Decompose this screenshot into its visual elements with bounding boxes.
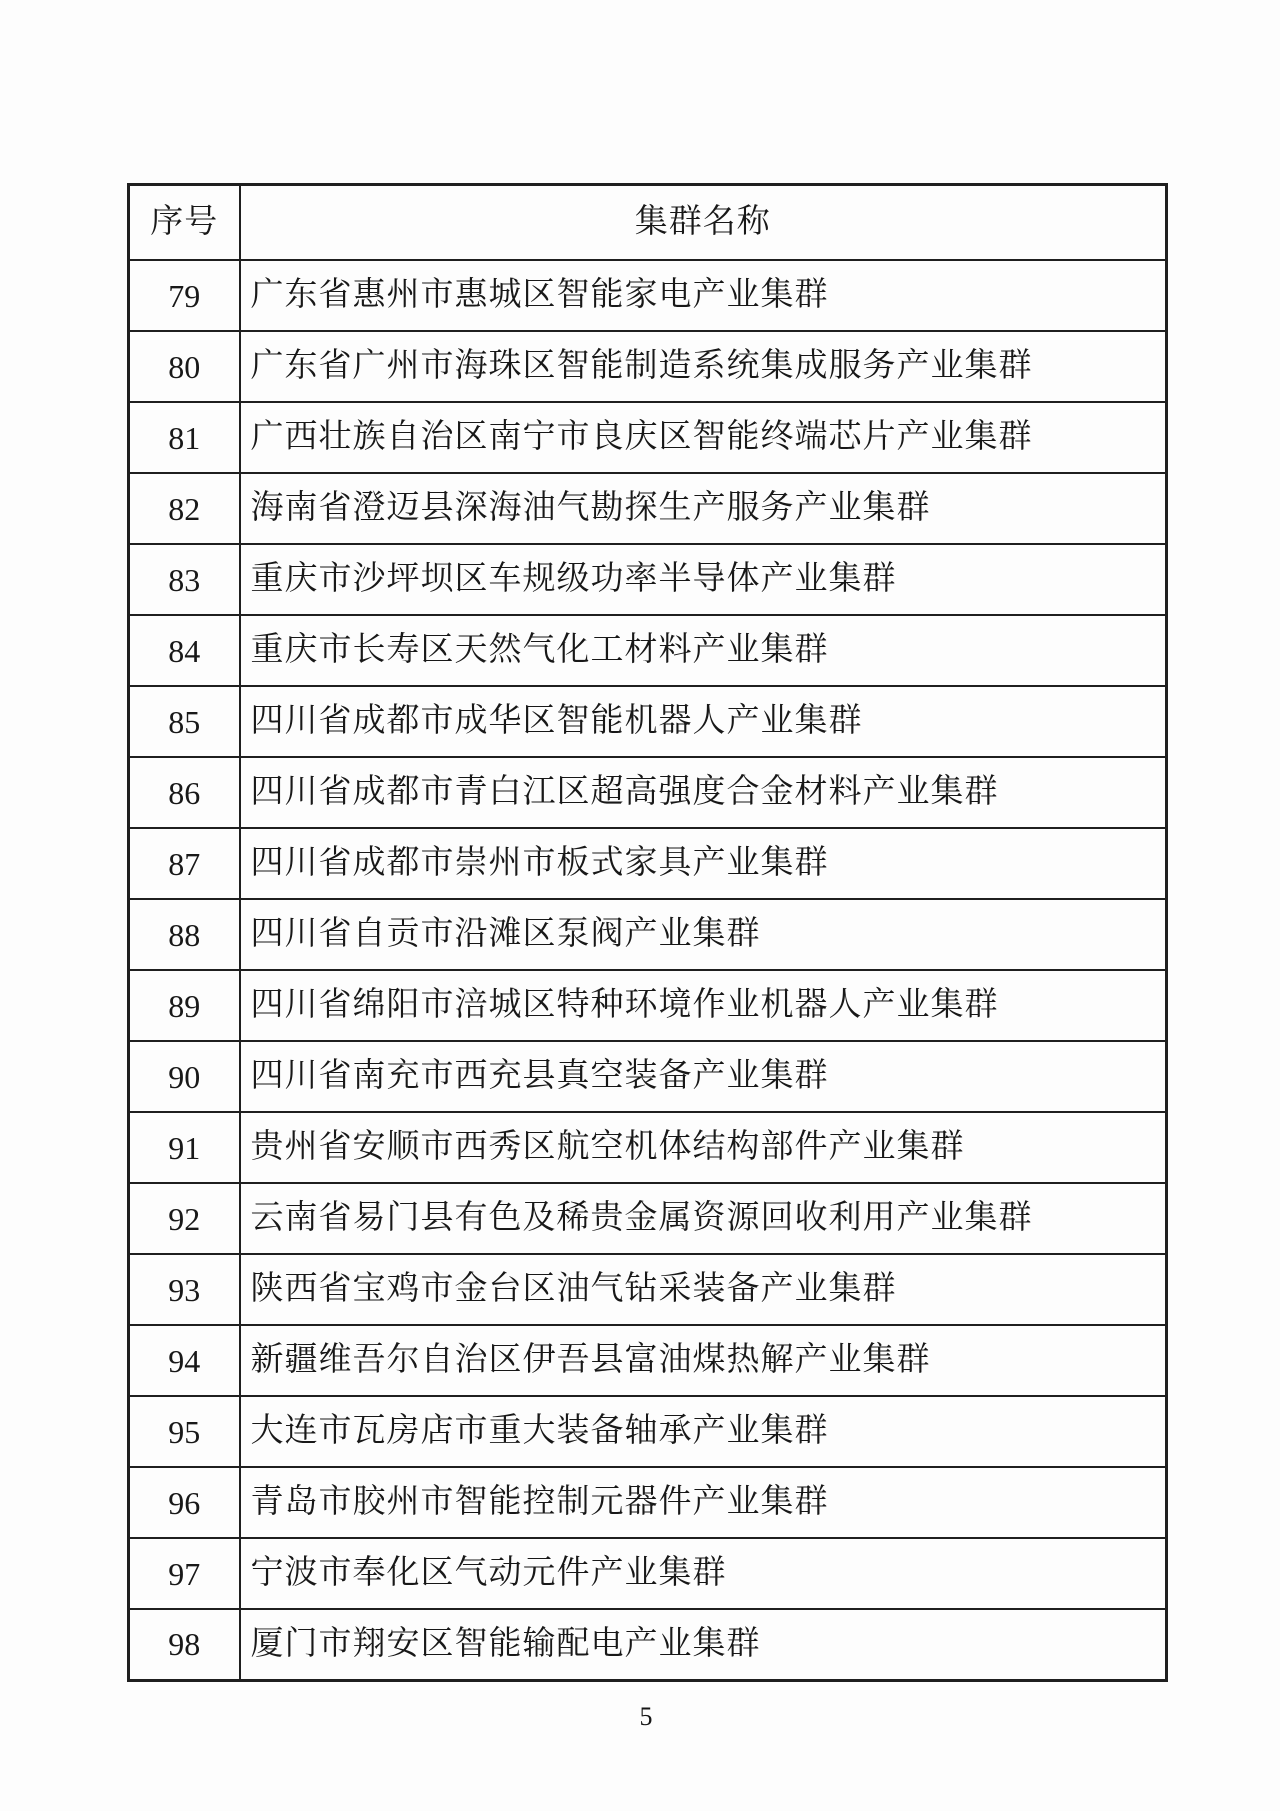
row-index-cell: 92: [129, 1183, 240, 1254]
table-row: [129, 331, 1167, 402]
table-row: [129, 402, 1167, 473]
row-index-cell: 94: [129, 1325, 240, 1396]
table-row: [129, 1396, 1167, 1467]
row-name-cell: 陕西省宝鸡市金台区油气钻采装备产业集群: [240, 1254, 1167, 1325]
table-row: [129, 1183, 1167, 1254]
row-name-cell: 广东省惠州市惠城区智能家电产业集群: [240, 260, 1167, 331]
row-index-cell: 98: [129, 1609, 240, 1680]
row-name-cell: 重庆市沙坪坝区车规级功率半导体产业集群: [240, 544, 1167, 615]
row-index-cell: 82: [129, 473, 240, 544]
row-index-cell: 79: [129, 260, 240, 331]
table-row: [129, 615, 1167, 686]
row-name-cell: 广东省广州市海珠区智能制造系统集成服务产业集群: [240, 331, 1167, 402]
page-number: 5: [639, 1702, 653, 1731]
row-index-cell: 80: [129, 331, 240, 402]
table-row: [129, 757, 1167, 828]
table-row: [129, 970, 1167, 1041]
table-row: [129, 1609, 1167, 1680]
row-index-cell: 87: [129, 828, 240, 899]
row-name-cell: 海南省澄迈县深海油气勘探生产服务产业集群: [240, 473, 1167, 544]
table-row: [129, 1538, 1167, 1609]
row-index-cell: 90: [129, 1041, 240, 1112]
row-name-cell: 四川省成都市成华区智能机器人产业集群: [240, 686, 1167, 757]
table-row: [129, 1325, 1167, 1396]
row-name-cell: 四川省成都市青白江区超高强度合金材料产业集群: [240, 757, 1167, 828]
row-name-cell: 四川省绵阳市涪城区特种环境作业机器人产业集群: [240, 970, 1167, 1041]
row-name-cell: 四川省南充市西充县真空装备产业集群: [240, 1041, 1167, 1112]
table-body: [129, 260, 1167, 1680]
row-name-cell: 重庆市长寿区天然气化工材料产业集群: [240, 615, 1167, 686]
table-header-row: [129, 185, 1167, 261]
row-name-cell: 青岛市胶州市智能控制元器件产业集群: [240, 1467, 1167, 1538]
row-index-cell: 96: [129, 1467, 240, 1538]
row-name-cell: 四川省自贡市沿滩区泵阀产业集群: [240, 899, 1167, 970]
row-name-cell: 厦门市翔安区智能输配电产业集群: [240, 1609, 1167, 1680]
row-name-cell: 四川省成都市崇州市板式家具产业集群: [240, 828, 1167, 899]
table-row: [129, 1112, 1167, 1183]
cluster-table: [127, 183, 1168, 1682]
row-index-cell: 83: [129, 544, 240, 615]
row-name-cell: 云南省易门县有色及稀贵金属资源回收利用产业集群: [240, 1183, 1167, 1254]
row-name-cell: 宁波市奉化区气动元件产业集群: [240, 1538, 1167, 1609]
row-index-cell: 95: [129, 1396, 240, 1467]
table-row: [129, 899, 1167, 970]
row-index-cell: 91: [129, 1112, 240, 1183]
row-name-cell: 广西壮族自治区南宁市良庆区智能终端芯片产业集群: [240, 402, 1167, 473]
row-index-cell: 89: [129, 970, 240, 1041]
header-index: 序号: [129, 185, 240, 261]
table-row: [129, 544, 1167, 615]
row-name-cell: 贵州省安顺市西秀区航空机体结构部件产业集群: [240, 1112, 1167, 1183]
table-row: [129, 828, 1167, 899]
row-index-cell: 84: [129, 615, 240, 686]
row-index-cell: 93: [129, 1254, 240, 1325]
table-row: [129, 260, 1167, 331]
table-row: [129, 1467, 1167, 1538]
row-name-cell: 新疆维吾尔自治区伊吾县富油煤热解产业集群: [240, 1325, 1167, 1396]
row-index-cell: 97: [129, 1538, 240, 1609]
table-row: [129, 473, 1167, 544]
row-index-cell: 88: [129, 899, 240, 970]
header-name: 集群名称: [240, 185, 1167, 261]
row-name-cell: 大连市瓦房店市重大装备轴承产业集群: [240, 1396, 1167, 1467]
table-row: [129, 1254, 1167, 1325]
row-index-cell: 85: [129, 686, 240, 757]
row-index-cell: 86: [129, 757, 240, 828]
table-row: [129, 1041, 1167, 1112]
row-index-cell: 81: [129, 402, 240, 473]
table-row: [129, 686, 1167, 757]
